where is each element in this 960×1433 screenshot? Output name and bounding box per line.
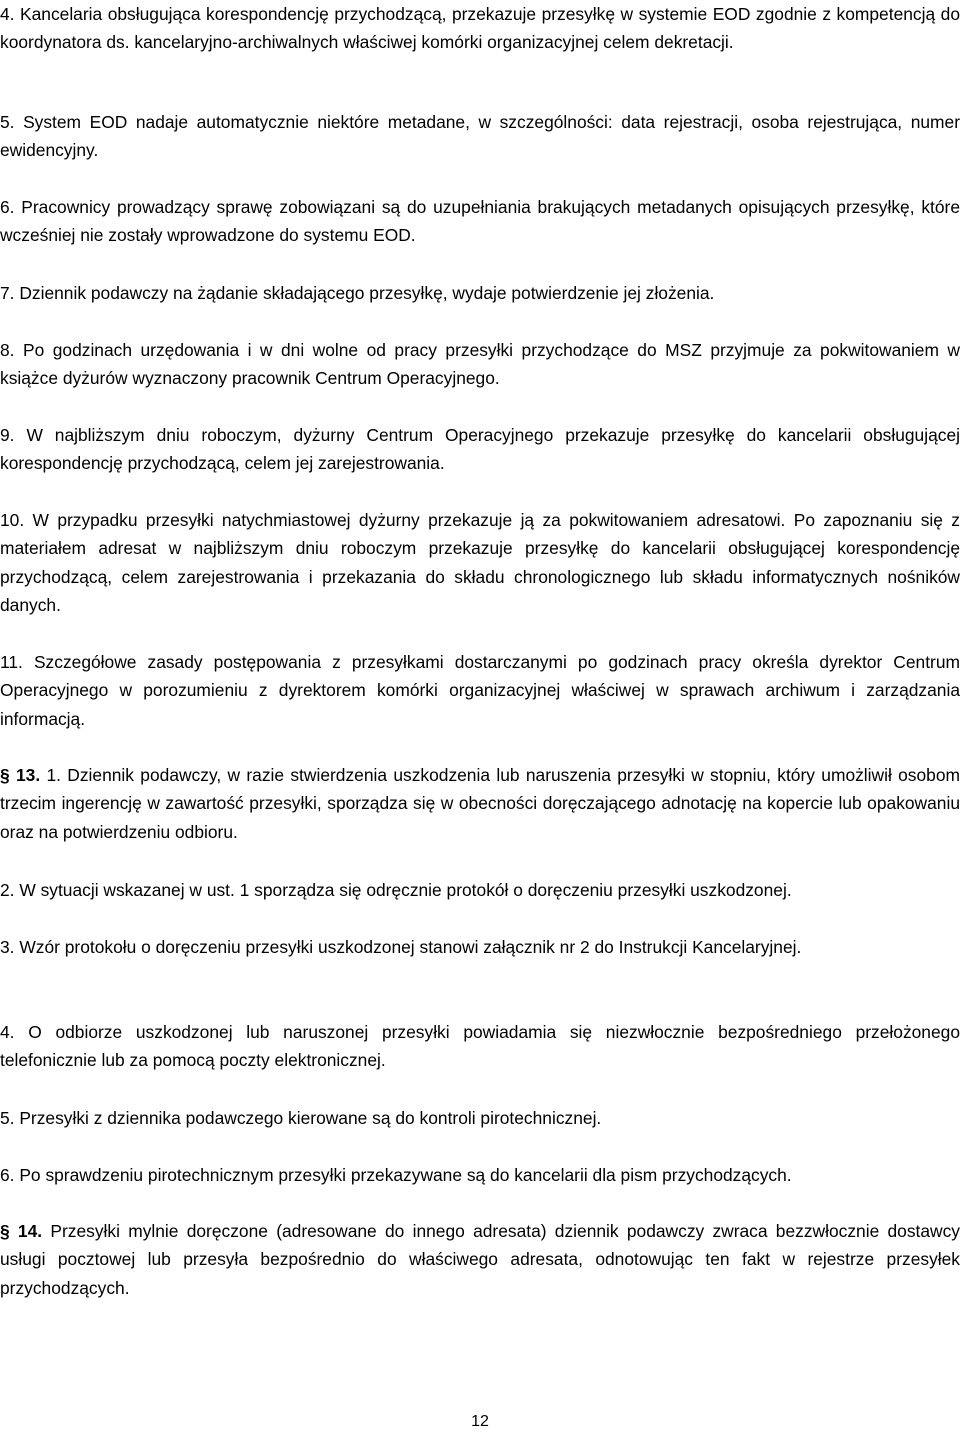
page-number: 12 [471, 1413, 489, 1430]
paragraph-8: 8. Po godzinach urzędowania i w dni wolne od pracy przesyłki przychodzące do MSZ przyjmuje za pokwitowaniem w książce dyżurów wyznaczony pracownik Centrum Operacyjnego. [0, 340, 960, 389]
section-13-heading: § 13. [0, 765, 41, 785]
paragraph-5: 5. System EOD nadaje automatycznie niektóre metadane, w szczególności: data rejestracji, osoba rejestrująca, numer ewidencyjny. [0, 112, 960, 161]
paragraph-7: 7. Dziennik podawczy na żądanie składającego przesyłkę, wydaje potwierdzenie jej złożenia. [0, 283, 715, 303]
paragraph-10: 10. W przypadku przesyłki natychmiastowej dyżurny przekazuje ją za pokwitowaniem adresatowi. Po zapoznaniu się z materiałem adresat w najbliższym dniu roboczym przekazuje przesyłkę do kancelarii obsługującej korespondencję przychodzącą, celem zarejestrowania i przekazania do składu chronologicznego lub składu informatycznych nośników danych. [0, 510, 960, 616]
section-14-paragraph: § 14. Przesyłki mylnie doręczone (adresowane do innego adresata) dziennik podawczy zwraca bezzwłocznie dostawcy usługi pocztowej lub przesyła bezpośrednio do właściwego adresata, odnotowując ten fakt w rejestrze przesyłek przychodzących. [0, 1221, 960, 1298]
section-13-paragraph-5: 5. Przesyłki z dziennika podawczego kierowane są do kontroli pirotechnicznej. [0, 1108, 602, 1128]
paragraph-4: 4. Kancelaria obsługująca korespondencję przychodzącą, przekazuje przesyłkę w systemie EOD zgodnie z kompetencją do koordynatora ds. kancelaryjno-archiwalnych właściwej komórki organizacyjnej celem dekretacji. [0, 4, 960, 53]
paragraph-6: 6. Pracownicy prowadzący sprawę zobowiązani są do uzupełniania brakujących metadanych opisujących przesyłkę, które wcześniej nie zostały wprowadzone do systemu EOD. [0, 197, 960, 246]
section-14-heading: § 14. [0, 1221, 43, 1241]
paragraph-9: 9. W najbliższym dniu roboczym, dyżurny Centrum Operacyjnego przekazuje przesyłkę do kancelarii obsługującej korespondencję przychodzącą, celem jej zarejestrowania. [0, 425, 960, 474]
section-13-paragraph-2: 2. W sytuacji wskazanej w ust. 1 sporządza się odręcznie protokół o doręczeniu przesyłki uszkodzonej. [0, 880, 792, 900]
paragraph-11: 11. Szczegółowe zasady postępowania z przesyłkami dostarczanymi po godzinach pracy określa dyrektor Centrum Operacyjnego w porozumieniu z dyrektorem komórki organizacyjnej właściwej w sprawach archiwum i zarządzania informacją. [0, 652, 960, 729]
section-13-paragraph-3: 3. Wzór protokołu o doręczeniu przesyłki uszkodzonej stanowi załącznik nr 2 do Instrukcji Kancelaryjnej. [0, 937, 802, 957]
section-13-paragraph-4: 4. O odbiorze uszkodzonej lub naruszonej przesyłki powiadamia się niezwłocznie bezpośredniego przełożonego telefonicznie lub za pomocą poczty elektronicznej. [0, 1022, 960, 1071]
section-13-paragraph-6: 6. Po sprawdzeniu pirotechnicznym przesyłki przekazywane są do kancelarii dla pism przychodzących. [0, 1165, 792, 1185]
section-13-paragraph-1: § 13. 1. Dziennik podawczy, w razie stwierdzenia uszkodzenia lub naruszenia przesyłki w stopniu, który umożliwił osobom trzecim ingerencję w zawartość przesyłki, sporządza się w obecności doręczającego adnotację na kopercie lub opakowaniu oraz na potwierdzeniu odbioru. [0, 765, 960, 842]
